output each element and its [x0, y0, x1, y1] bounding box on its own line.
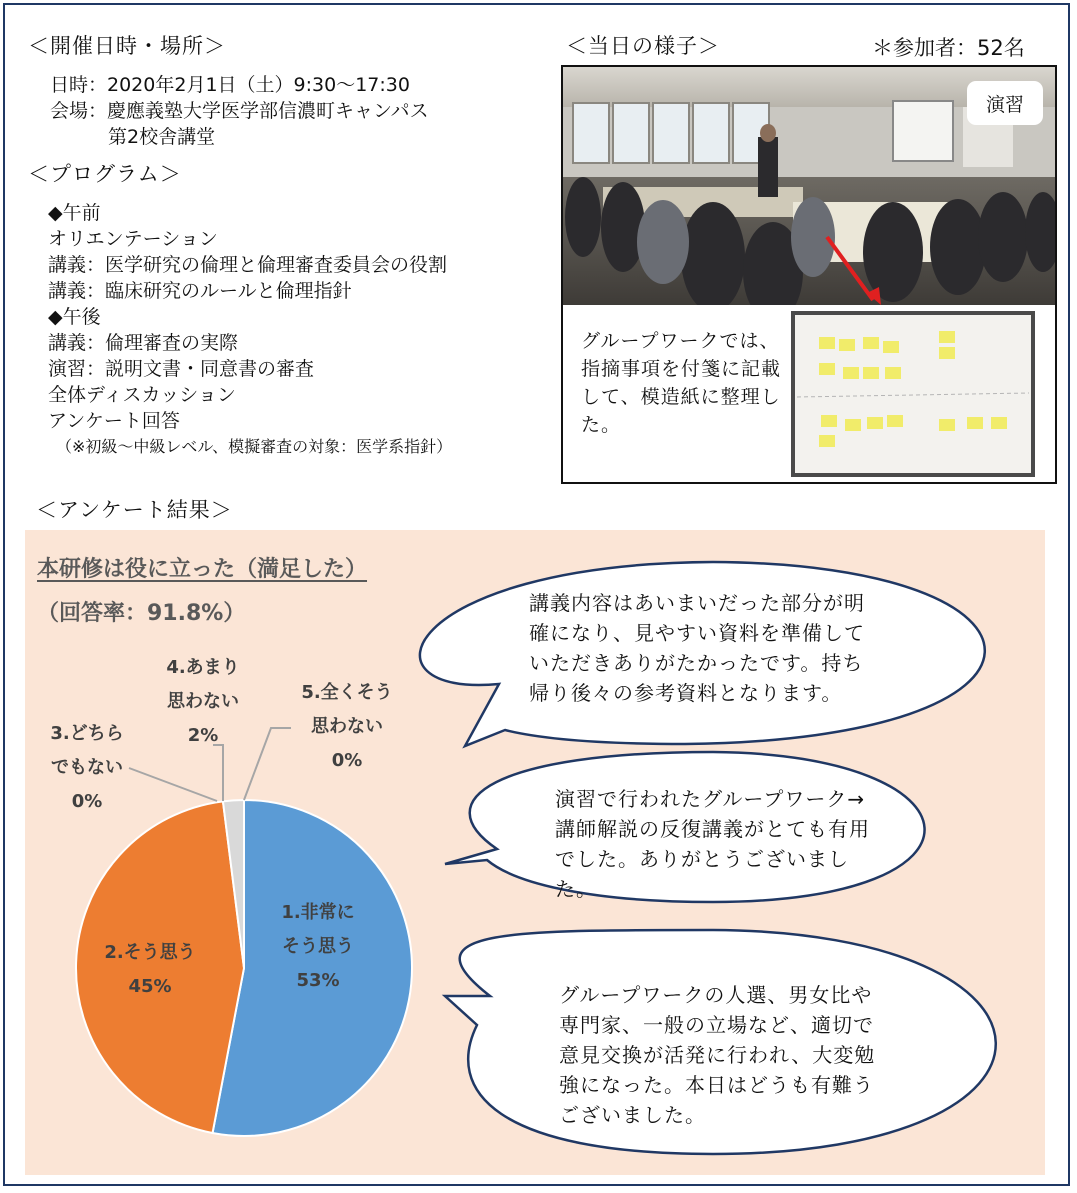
comment-1: 講義内容はあいまいだった部分が明 確になり、見やすい資料を準備して いただきありがたかったです。持ち 帰り後々の参考資料となります。	[529, 591, 865, 705]
program-item: 講義：倫理審査の実際	[48, 332, 239, 354]
program-header: ＜プログラム＞	[28, 162, 182, 186]
sticky-note-board-image	[791, 311, 1035, 477]
survey-question: 本研修は役に立った（満足した）	[37, 557, 368, 582]
program-item: 講義：医学研究の倫理と倫理審査委員会の役割	[48, 254, 448, 276]
pie-label-slice-5: 5.全くそう 思わない 0%	[301, 682, 393, 771]
pie-label-slice-3: 3.どちら でもない 0%	[50, 723, 124, 812]
program-item: 全体ディスカッション	[48, 384, 236, 406]
program-list	[48, 198, 447, 432]
event-photo	[561, 65, 1057, 484]
program-item: ◆午前	[48, 202, 101, 224]
comment-2: 演習で行われたグループワーク→ 講師解説の反復講義がとても有用 でした。ありがとうございまし た。	[555, 787, 870, 901]
survey-header: ＜アンケート結果＞	[36, 498, 233, 522]
participant-count: ＊参加者：52名	[872, 36, 1025, 60]
event-venue-building: 第2校舎講堂	[108, 126, 216, 148]
exercise-badge: 演習	[967, 81, 1043, 125]
program-item: 演習：説明文書・同意書の審査	[48, 358, 315, 380]
survey-panel	[25, 530, 1045, 1175]
comment-3: グループワークの人選、男女比や 専門家、一般の立場など、適切で 意見交換が活発に行われ、大変勉 強になった。本日はどうも有難う ございました。	[559, 983, 876, 1127]
program-item: アンケート回答	[48, 410, 180, 432]
response-rate: （回答率：91.8%）	[37, 601, 246, 626]
photo-caption: グループワークでは、指摘事項を付箋に記載して、模造紙に整理した。	[581, 330, 782, 436]
event-header: ＜開催日時・場所＞	[28, 34, 226, 58]
pie-label-slice-2: 2.そう思う 45%	[104, 942, 196, 997]
pie-label-slice-1: 1.非常に そう思う 53%	[281, 902, 355, 991]
pie-label-slice-4: 4.あまり 思わない 2%	[166, 657, 240, 746]
program-note: （※初級～中級レベル、模擬審査の対象：医学系指針）	[56, 437, 453, 456]
scene-header: ＜当日の様子＞	[566, 34, 720, 58]
program-item: ◆午後	[48, 306, 101, 328]
program-item: オリエンテーション	[48, 228, 218, 250]
event-date: 日時：2020年2月1日（土）9:30～17:30	[50, 74, 410, 96]
program-item: 講義：臨床研究のルールと倫理指針	[48, 280, 352, 302]
event-venue: 会場：慶應義塾大学医学部信濃町キャンパス	[50, 100, 429, 122]
